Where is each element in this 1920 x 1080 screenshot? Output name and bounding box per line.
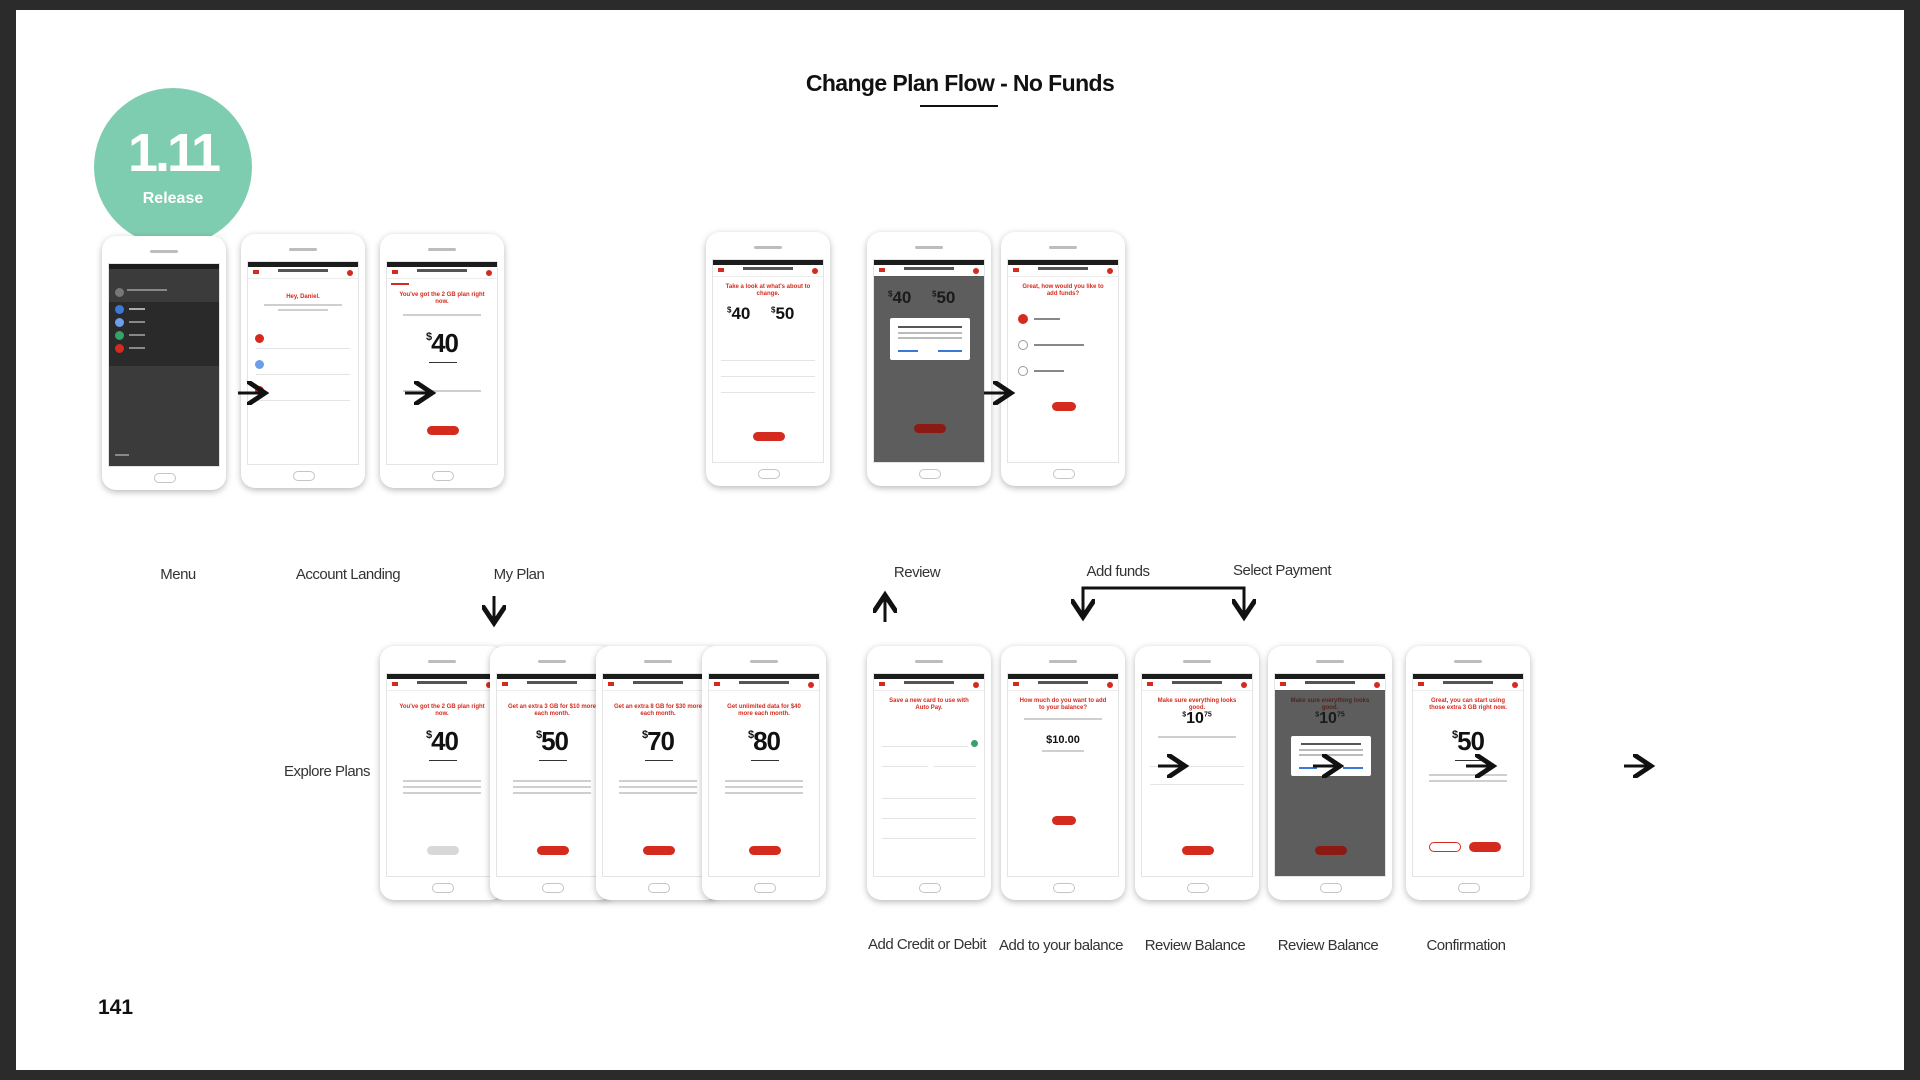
plan-heading: Get an extra 3 GB for $10 more each month. [507, 704, 597, 717]
label-confirmation: Confirmation [1426, 937, 1506, 954]
label-my-plan: My Plan [493, 566, 545, 583]
plan-price: $50 [535, 726, 569, 756]
balance-total: $^{\$}10^{75}$ [1182, 710, 1212, 727]
label-account-landing: Account Landing [295, 566, 401, 583]
add-balance-heading: How much do you want to add to your balance? [1019, 698, 1107, 711]
label-review-balance-1: Review Balance [1144, 937, 1246, 954]
label-explore-plans: Explore Plans [283, 763, 371, 780]
balance-amount[interactable]: $10.00 [1046, 734, 1080, 746]
page-number: 141 [98, 996, 134, 1019]
new-plan-price: $50 [771, 304, 795, 323]
plan-heading: You've got the 2 GB plan right now. [399, 704, 485, 717]
price-value: 40 [431, 328, 459, 358]
flow-arrows [16, 10, 1904, 1070]
review-balance-heading: Make sure everything looks good. [1157, 698, 1237, 711]
review-heading: Take a look at what's about to change. [725, 284, 811, 297]
plan-heading: Get unlimited data for $40 more each month. [727, 704, 801, 717]
release-number: 1.11 [127, 123, 219, 183]
label-add-credit: Add Credit or Debit [867, 936, 987, 953]
label-review: Review [893, 564, 941, 581]
release-label: Release [142, 190, 204, 207]
plan-price: $70 [641, 726, 675, 756]
payment-heading: Great, how would you like to add funds? [1022, 284, 1104, 297]
plan-heading: You've got the 2 GB plan right now. [399, 292, 485, 305]
plan-price: $80 [747, 726, 781, 756]
label-select-payment: Select Payment [1232, 562, 1332, 579]
currency-symbol: $ [425, 331, 432, 343]
page-title: Change Plan Flow - No Funds [805, 70, 1115, 96]
branch-connector [1083, 588, 1244, 599]
old-plan-price: $40 [727, 304, 751, 323]
label-add-balance: Add to your balance [999, 937, 1123, 954]
plan-price: $40 [425, 726, 459, 756]
slide [16, 10, 1904, 1070]
label-review-balance-2: Review Balance [1277, 937, 1379, 954]
confirmation-heading: Great, you can start using those extra 3 GB right now. [1429, 698, 1507, 711]
add-card-heading: Save a new card to use with Auto Pay. [889, 698, 969, 711]
plan-heading: Get an extra 8 GB for $30 more each month. [613, 704, 703, 717]
label-add-funds: Add funds [1086, 563, 1150, 580]
label-menu: Menu [160, 566, 196, 583]
account-greeting: Hey, Daniel. [286, 294, 320, 300]
plan-price: $50 [1451, 726, 1485, 756]
